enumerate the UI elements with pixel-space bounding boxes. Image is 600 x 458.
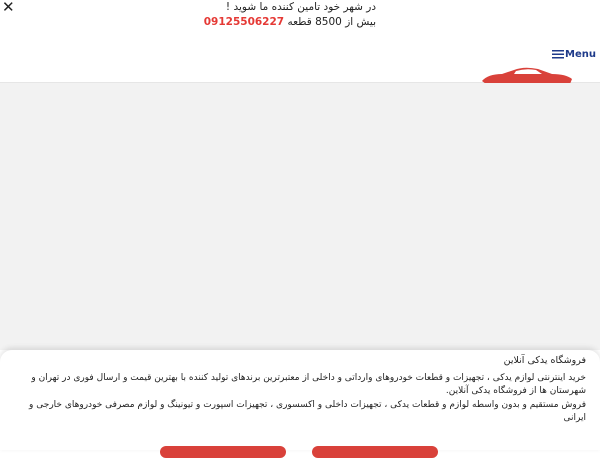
announcement-banner [200, 0, 376, 30]
announcement-line1: در شهر خود تامین کننده ما شوید ! [225, 1, 376, 13]
notice-title: فروشگاه یدکی آنلاین [503, 355, 586, 366]
menu-button[interactable] [552, 46, 596, 62]
announcement-parts-count: بیش از 8500 قطعه [287, 16, 376, 28]
phone-number-link[interactable]: 09125506227 [203, 16, 285, 28]
announcement-line2 [200, 15, 376, 30]
menu-label: Menu [565, 48, 596, 60]
notice-paragraph-1: خرید اینترنتی لوازم یدکی ، تجهیزات و قطعات خودروهای وارداتی و داخلی از معتبرترین برندهای تولید کننده با بهترین قیمت و ارسال فوری در تهران و شهرستان ها از فروشگاه یدکی آنلاین. [31, 372, 586, 396]
notice-action-button-left[interactable] [160, 446, 286, 458]
hamburger-icon [552, 49, 564, 59]
main-content-placeholder [0, 83, 600, 350]
info-notice-panel [0, 350, 600, 450]
notice-text [10, 354, 586, 426]
notice-paragraph-2: فروش مستقیم و بدون واسطه لوازم و قطعات یدکی ، تجهیزات داخلی و اکسسوری ، تجهیزات اسپورت و تیونینگ و لوازم مصرفی خودروهای خارجی و ایرانی [29, 399, 586, 423]
close-icon[interactable]: ✕ [2, 0, 15, 16]
notice-action-button-right[interactable] [312, 446, 438, 458]
